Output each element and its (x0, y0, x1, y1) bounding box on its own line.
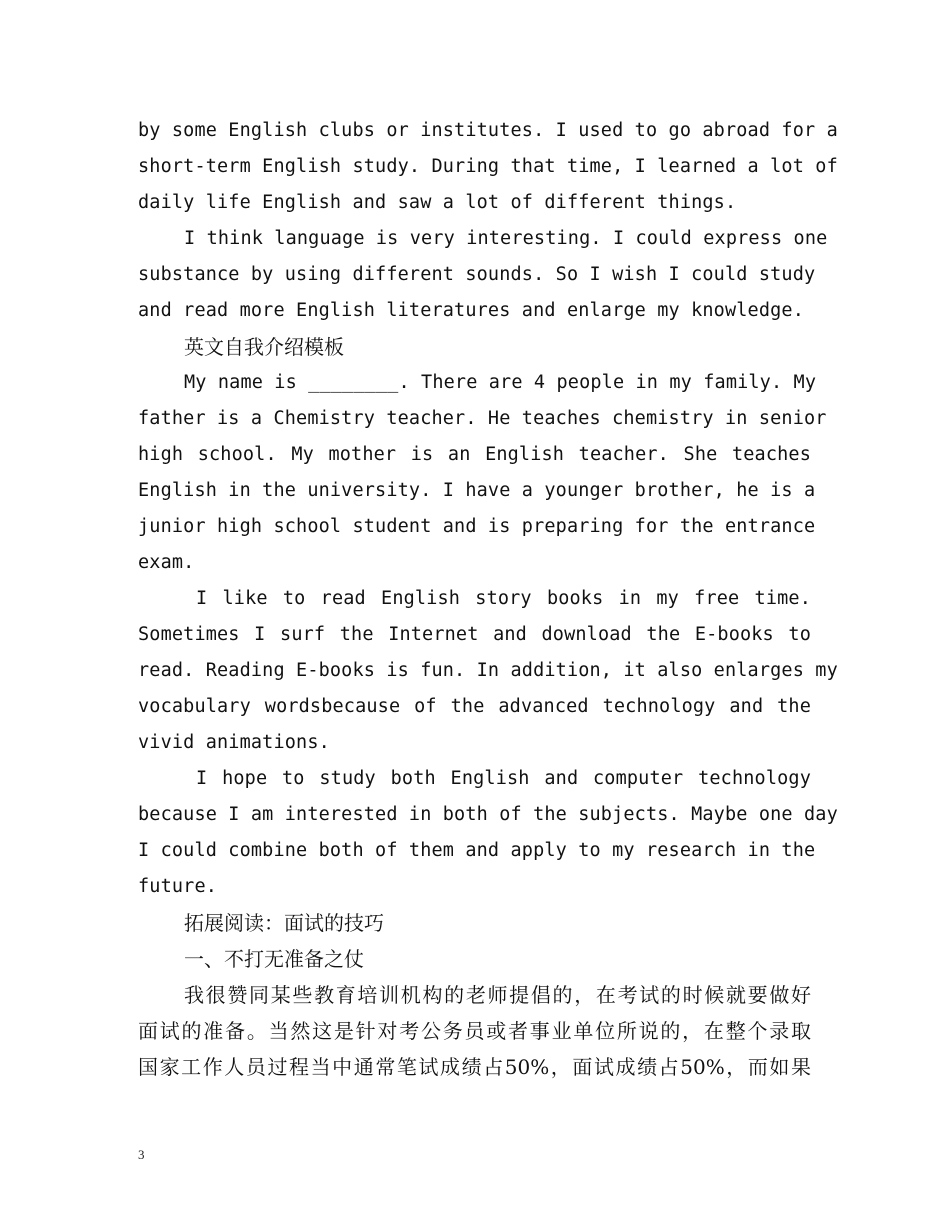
section-heading: 拓展阅读：面试的技巧 (184, 911, 384, 935)
text-line: short-term English study. During that time, I learned a lot of (138, 156, 838, 177)
text-line: junior high school student and is preparing for the entrance (138, 516, 816, 537)
text-line: and read more English literatures and enlarge my knowledge. (138, 300, 804, 321)
text-line: by some English clubs or institutes. I used to go abroad for a (138, 120, 838, 141)
text-line: read. Reading E-books is fun. In addition, it also enlarges my (138, 660, 838, 681)
text-line: substance by using different sounds. So I wish I could study (138, 264, 816, 285)
page-number: 3 (138, 1147, 145, 1162)
text-line: I could combine both of them and apply to my research in the (138, 840, 816, 861)
text-line: because I am interested in both of the subjects. Maybe one day (138, 804, 838, 825)
section-heading: 英文自我介绍模板 (184, 335, 344, 359)
text-line: high school. My mother is an English teacher. She teaches (138, 444, 811, 465)
text-line: English in the university. I have a younger brother, he is a (138, 480, 816, 501)
text-line: My name is ________. There are 4 people in my family. My (184, 372, 817, 393)
text-line: 国家工作人员过程当中通常笔试成绩占50%，面试成绩占50%，而如果 (138, 1055, 811, 1079)
text-line: daily life English and saw a lot of different things. (138, 192, 737, 213)
text-line: 面试的准备。当然这是针对考公务员或者事业单位所说的，在整个录取 (138, 1019, 811, 1043)
text-line: vocabulary wordsbecause of the advanced technology and the (138, 696, 811, 717)
text-line: father is a Chemistry teacher. He teaches chemistry in senior (138, 408, 827, 429)
text-line: vivid animations. (138, 732, 330, 753)
text-line: 我很赞同某些教育培训机构的老师提倡的，在考试的时候就要做好 (184, 983, 811, 1007)
text-line: I hope to study both English and computer technology (196, 768, 811, 789)
text-line: exam. (138, 552, 195, 573)
text-line: Sometimes I surf the Internet and download the E-books to (138, 624, 811, 645)
text-line: future. (138, 876, 218, 897)
subsection-heading: 一、不打无准备之仗 (184, 947, 364, 971)
text-line: I think language is very interesting. I could express one (184, 228, 828, 249)
text-line: I like to read English story books in my free time. (196, 588, 811, 609)
